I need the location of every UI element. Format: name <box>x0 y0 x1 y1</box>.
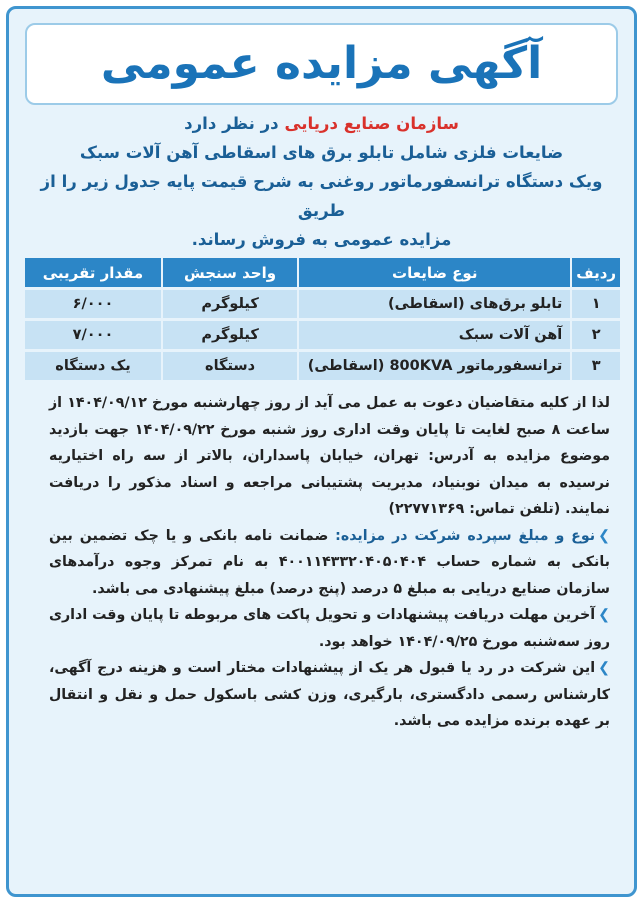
cell-unit: دستگاه <box>161 352 297 380</box>
cell-description: تابلو برق‌های (اسقاطی) <box>297 290 570 318</box>
cell-unit: کیلوگرم <box>161 290 297 318</box>
cell-description: آهن آلات سبک <box>297 321 570 349</box>
intro-intend: در نظر دارد <box>184 114 285 133</box>
header-unit: واحد سنجش <box>161 258 297 287</box>
cell-description: ترانسفورماتور 800KVA (اسقاطی) <box>297 352 570 380</box>
table-row <box>23 352 620 380</box>
cell-quantity: ۶/۰۰۰ <box>23 290 161 318</box>
cell-row-number: ۲ <box>570 321 620 349</box>
cell-row-number: ۳ <box>570 352 620 380</box>
intro-line-4: مزایده عمومی به فروش رساند. <box>191 230 452 249</box>
paragraph-deadline <box>49 602 610 655</box>
deadline-text: آخرین مهلت دریافت پیشنهادات و تحویل پاکت های مربوطه تا پایان وقت اداری روز سه‌شنبه مورخ ۱۴۰۴/۰۹/۲۵ خواهد بود. <box>49 607 610 650</box>
notice-title: آگهی مزایده عمومی <box>100 38 543 89</box>
header-description: نوع ضایعات <box>297 258 570 287</box>
intro-line-1 <box>23 109 620 138</box>
auction-notice <box>6 6 637 897</box>
table-header-row <box>23 258 620 287</box>
header-quantity: مقدار تقریبی <box>23 258 161 287</box>
chevron-left-icon: ❯ <box>598 607 610 623</box>
intro-text <box>23 109 620 254</box>
chevron-left-icon: ❯ <box>598 527 610 544</box>
header-row-number: ردیف <box>570 258 620 287</box>
paragraph-visit: لذا از کلیه متقاضیان دعوت به عمل می آید از روز چهارشنبه مورخ ۱۴۰۴/۰۹/۱۲ از ساعت ۸ صبح لغایت تا پایان وقت اداری روز شنبه مورخ ۱۴۰۴/۰۹/۲۲ جهت بازدید موضوع مزایده به آدرس: تهران، خیابان پاسداران، بالاتر از سه راه اختیاریه نرسیده به میدان نوبنیاد، مدیریت پشتیبانی مراجعه و اسناد مذکور را دریافت نمایند. (تلفن تماس: ۲۲۷۷۱۳۶۹) <box>49 395 610 517</box>
chevron-left-icon: ❯ <box>598 660 610 676</box>
cell-row-number: ۱ <box>570 290 620 318</box>
intro-line-2: ضایعات فلزی شامل تابلو برق های اسقاطی آهن آلات سبک <box>79 143 564 162</box>
table-row <box>23 290 620 318</box>
cell-quantity: ۷/۰۰۰ <box>23 321 161 349</box>
cell-quantity: یک دستگاه <box>23 352 161 380</box>
cell-unit: کیلوگرم <box>161 321 297 349</box>
title-banner <box>25 23 618 105</box>
deposit-heading: نوع و مبلغ سپرده شرکت در مزایده: <box>335 527 596 544</box>
items-table <box>23 255 620 383</box>
paragraph-terms <box>49 655 610 735</box>
paragraph-deposit <box>49 523 610 603</box>
notice-body <box>49 390 610 735</box>
deposit-text: ضمانت نامه بانکی و یا چک تضمین بین بانکی به شماره حساب ۴۰۰۱۱۴۳۳۲۰۴۰۵۰۴۰۴ به نام تمرکز وجوه درآمدهای سازمان صنایع دریایی به مبلغ ۵ درصد (پنج درصد) مبلغ پیشنهادی می باشد. <box>49 527 610 597</box>
organization-name: سازمان صنایع دریایی <box>284 114 459 133</box>
table-row <box>23 321 620 349</box>
intro-line-3: ویک دستگاه ترانسفورماتور روغنی به شرح قیمت پایه جدول زیر را از طریق <box>40 172 603 220</box>
terms-text: این شرکت در رد یا قبول هر یک از پیشنهادات مختار است و هزینه درج آگهی، کارشناس رسمی دادگستری، بارگیری، وزن کشی باسکول حمل و نقل و انتقال بر عهده برنده مزایده می باشد. <box>49 660 610 729</box>
